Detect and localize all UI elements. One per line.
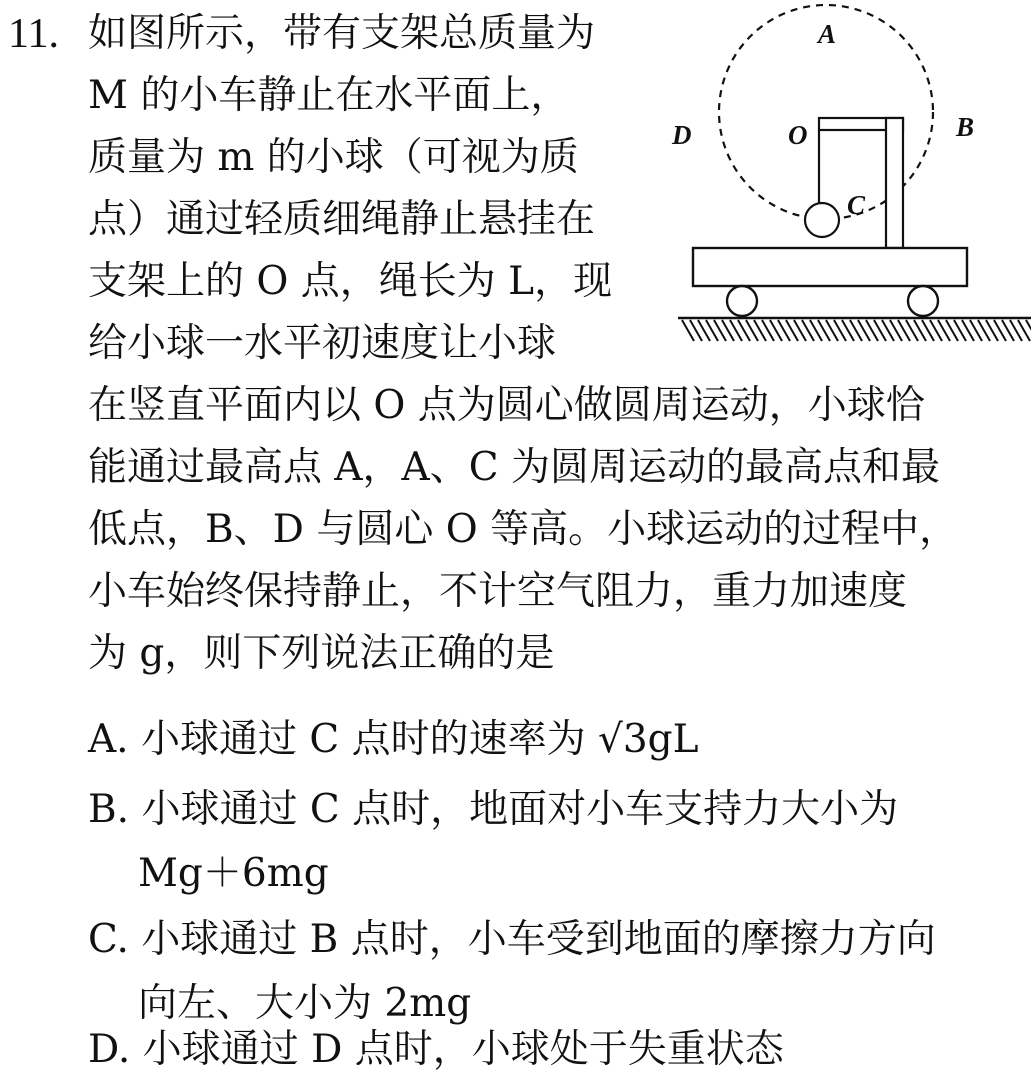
left-wheel bbox=[727, 286, 757, 316]
ground-hatching bbox=[682, 320, 1031, 341]
cart-and-ball-figure bbox=[660, 0, 1031, 370]
stem-line-5: 支架上的 O 点，绳长为 L，现 bbox=[88, 259, 613, 304]
option-c: C. 小球通过 B 点时，小车受到地面的摩擦力方向 bbox=[88, 917, 936, 962]
option-d: D. 小球通过 D 点时，小球处于失重状态 bbox=[88, 1027, 784, 1072]
figure-svg bbox=[660, 0, 1031, 370]
label-a: A bbox=[818, 19, 837, 49]
stem-line-9: 低点，B、D 与圆心 O 等高。小球运动的过程中， bbox=[88, 507, 959, 552]
label-o: O bbox=[788, 120, 808, 150]
stem-line-2: M 的小车静止在水平面上， bbox=[88, 73, 570, 118]
stem-line-1: 如图所示，带有支架总质量为 bbox=[88, 11, 596, 56]
stem-line-4: 点）通过轻质细绳静止悬挂在 bbox=[88, 197, 596, 242]
stem-line-10: 小车始终保持静止，不计空气阻力，重力加速度 bbox=[88, 569, 908, 614]
right-wheel bbox=[908, 286, 938, 316]
option-c-continuation: 向左、大小为 2mg bbox=[138, 981, 472, 1026]
option-b: B. 小球通过 C 点时，地面对小车支持力大小为 bbox=[88, 787, 899, 832]
stem-line-6: 给小球一水平初速度让小球 bbox=[88, 321, 557, 366]
stem-line-8: 能通过最高点 A，A、C 为圆周运动的最高点和最 bbox=[88, 445, 940, 490]
question-number: 11. bbox=[8, 11, 59, 57]
label-b: B bbox=[956, 112, 975, 142]
label-d: D bbox=[672, 120, 692, 150]
label-c: C bbox=[847, 190, 866, 220]
stem-line-7: 在竖直平面内以 O 点为圆心做圆周运动，小球恰 bbox=[88, 383, 925, 428]
option-a: A. 小球通过 C 点时的速率为 √3gL bbox=[88, 717, 699, 762]
stem-line-3: 质量为 m 的小球（可视为质 bbox=[88, 135, 579, 180]
cart-body bbox=[693, 248, 967, 286]
option-b-continuation: Mg＋6mg bbox=[138, 851, 329, 896]
ball bbox=[805, 203, 839, 237]
stem-line-11: 为 g，则下列说法正确的是 bbox=[88, 631, 555, 676]
support-post bbox=[886, 118, 903, 248]
